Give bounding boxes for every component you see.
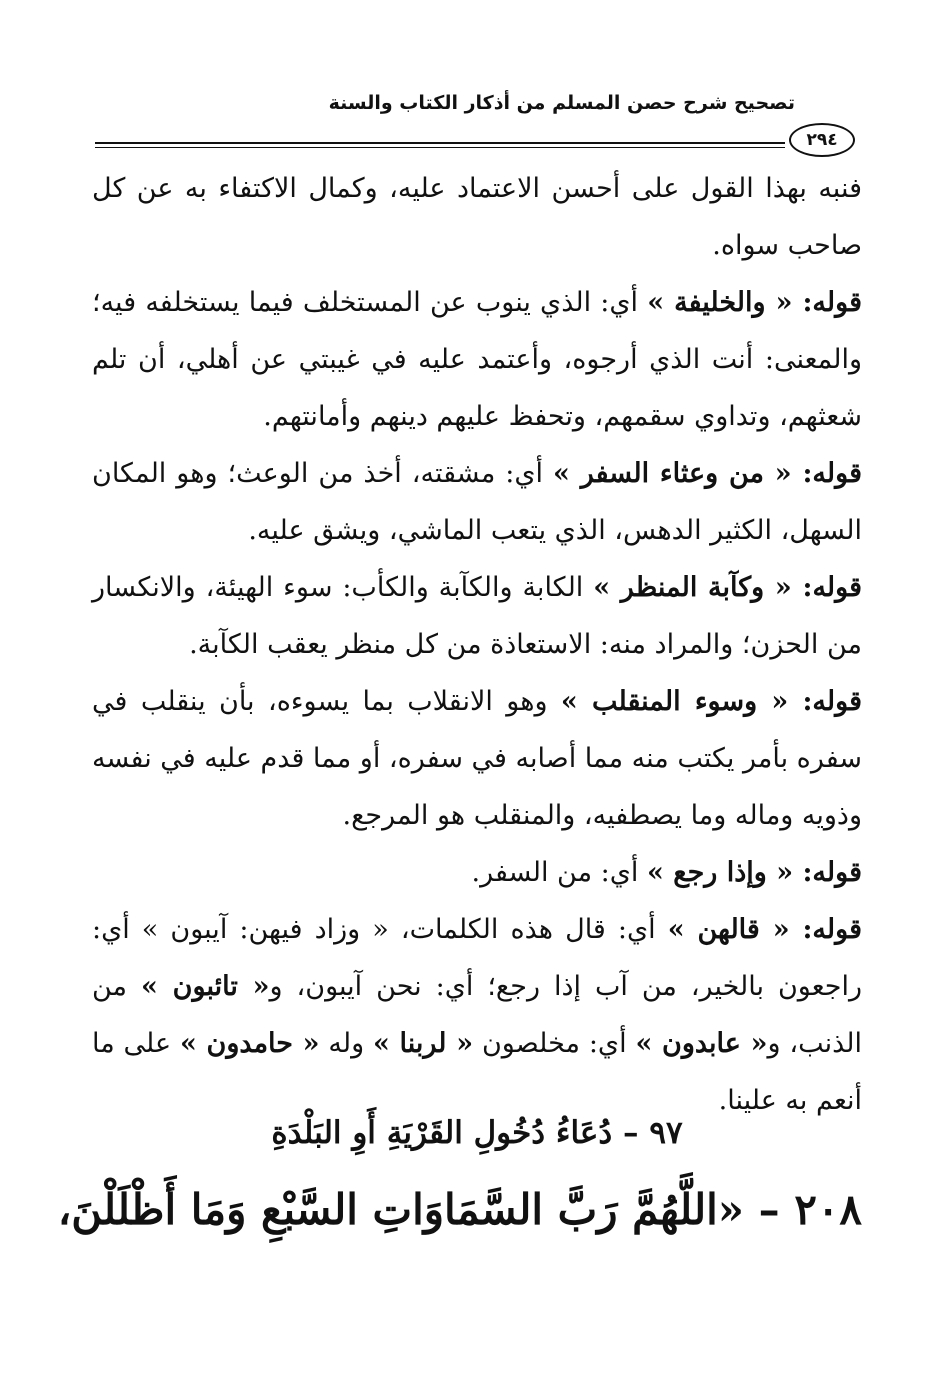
- term-keyword: « عابدون »: [635, 1028, 768, 1059]
- paragraph-text: فنبه بهذا القول على أحسن الاعتماد عليه، وكمال الاكتفاء به عن كل صاحب سواه.: [92, 173, 862, 261]
- paragraph-text: أي: الذي ينوب عن المستخلف فيما يستخلفه فيه؛ والمعنى: أنت الذي أرجوه، وأعتمد عليه في غيبتي عن أهلي، أن تلم شعثهم، وتداوي سقمهم، وتحفظ عليهم دينهم وأمانتهم.: [92, 287, 862, 432]
- paragraph-text: من الذنب، و: [92, 971, 862, 1059]
- paragraph-text: أي: من السفر.: [471, 857, 647, 888]
- term-keyword: قوله: « والخليفة »: [647, 287, 862, 318]
- paragraph: [92, 673, 862, 844]
- page-number-badge: ٢٩٤: [789, 123, 855, 157]
- paragraph-text: وهو الانقلاب بما يسوءه، بأن ينقلب في سفره بأمر يكتب منه مما أصابه في سفره، أو مما قدم عليه في نفسه وذويه وماله وما يصطفيه، والمنقلب هو المرجع.: [91, 686, 862, 831]
- paragraph: [92, 160, 862, 274]
- paragraph-text: أي: مشقته، أخذ من الوعث؛ وهو المكان السهل، الكثير الدهس، الذي يتعب الماشي، ويشق عليه.: [92, 458, 862, 546]
- paragraph: [92, 445, 862, 559]
- term-keyword: « تائبون »: [141, 971, 270, 1002]
- paragraph-text: على ما أنعم به علينا.: [92, 1028, 862, 1116]
- running-header-title: تصحيح شرح حصن المسلم من أذكار الكتاب والسنة: [328, 92, 795, 114]
- term-keyword: قوله: « من وعثاء السفر »: [553, 458, 862, 489]
- paragraph-text: أي: مخلصون: [473, 1028, 636, 1059]
- header-rule: [95, 142, 785, 144]
- paragraph: [92, 901, 862, 1129]
- paragraph: [92, 559, 862, 673]
- term-keyword: « لربنا »: [372, 1028, 474, 1059]
- body-text: [92, 160, 862, 1129]
- term-keyword: « حامدون »: [179, 1028, 320, 1059]
- term-keyword: قوله: « قالهن »: [667, 914, 862, 945]
- paragraph-text: وله: [319, 1028, 373, 1059]
- paragraph: [92, 844, 862, 901]
- header-rule-area: [95, 120, 855, 160]
- paragraph: [92, 274, 862, 445]
- term-keyword: قوله: « وكآبة المنظر »: [593, 572, 863, 603]
- term-keyword: قوله: « وإذا رجع »: [646, 857, 862, 888]
- paragraph-text: الكابة والكآبة والكأب: سوء الهيئة، والانكسار من الحزن؛ والمراد منه: الاستعاذة من كل منظر يعقب الكآبة.: [92, 572, 862, 660]
- dua-line: ٢٠٨ – «اللَّهُمَّ رَبَّ السَّمَاوَاتِ السَّبْعِ وَمَا أَظْلَلْنَ،: [57, 1185, 862, 1234]
- section-heading: ٩٧ – دُعَاءُ دُخُولِ القَرْيَةِ أَوِ البَلْدَةِ: [271, 1115, 683, 1151]
- paragraph-text: أي: قال هذه الكلمات، « وزاد فيهن: آيبون » أي: راجعون بالخير، من آب إذا رجع؛ أي: نحن آيبون، و: [92, 914, 863, 1002]
- term-keyword: قوله: « وسوء المنقلب »: [560, 686, 862, 717]
- header-rule-thin: [95, 147, 785, 148]
